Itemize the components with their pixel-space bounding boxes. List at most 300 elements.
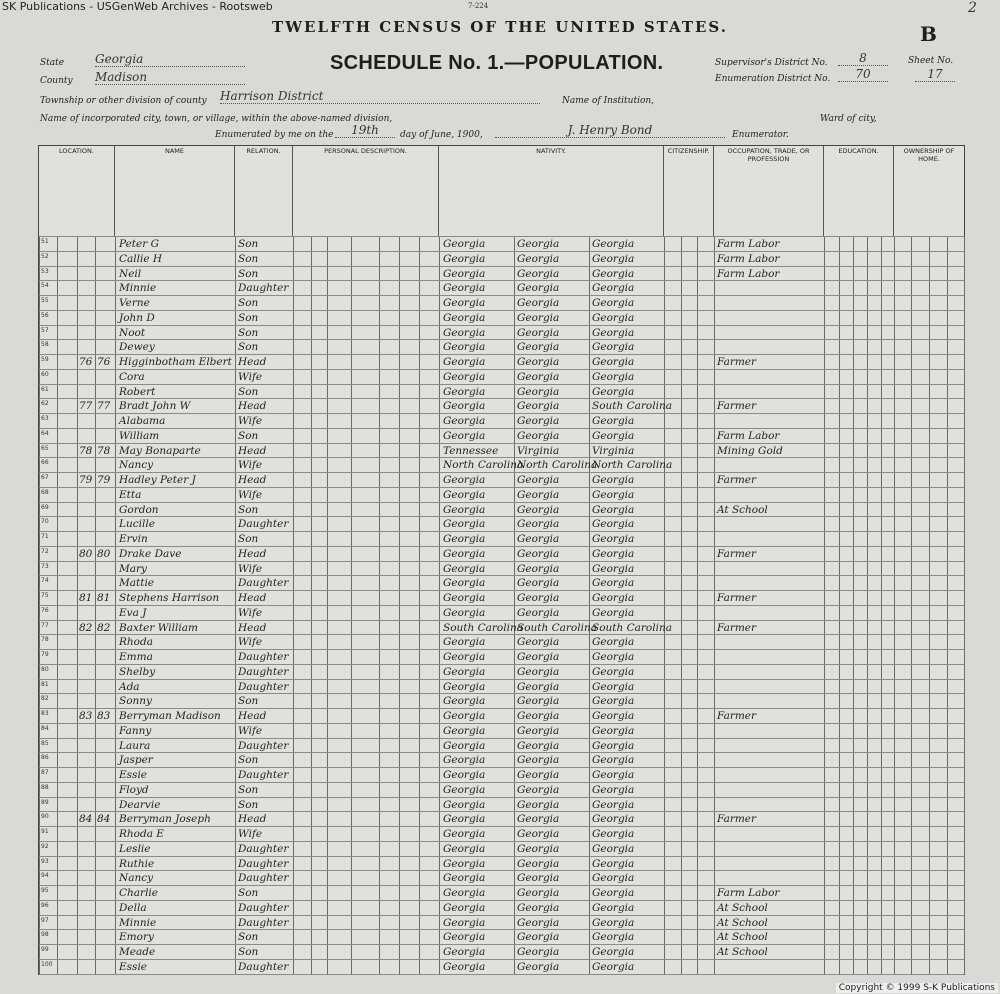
birthplace-father: Georgia (517, 488, 560, 501)
dwelling-number: 79 (79, 474, 93, 486)
township-label: Township or other division of county (40, 96, 207, 106)
person-name: John D (119, 311, 155, 324)
relation: Wife (238, 459, 263, 472)
birthplace-person: Georgia (443, 651, 486, 663)
occupation: Farmer (717, 400, 757, 413)
relation: Daughter (238, 857, 289, 870)
person-name: Dearvie (119, 798, 161, 811)
relation: Wife (238, 724, 263, 737)
relation: Daughter (238, 901, 289, 914)
family-number: 78 (97, 444, 111, 457)
birthplace-mother: Georgia (592, 282, 635, 295)
schedule-title: SCHEDULE No. 1.—POPULATION. (330, 52, 664, 74)
birthplace-mother: Georgia (592, 828, 635, 840)
grid-row-line (39, 826, 964, 827)
row-number: 73 (41, 562, 49, 570)
copyright-notice: Copyright © 1999 S-K Publications (836, 983, 998, 993)
occupation: Farmer (717, 621, 757, 634)
relation: Head (238, 710, 267, 722)
birthplace-person: Georgia (443, 931, 486, 944)
grid-row-line (39, 679, 964, 680)
birthplace-father: Georgia (517, 887, 560, 899)
relation: Wife (238, 828, 263, 840)
person-name: Emma (119, 651, 153, 663)
occupation: Farm Labor (717, 429, 780, 442)
person-name: Della (119, 901, 147, 914)
birthplace-person: Georgia (443, 783, 486, 796)
grid-row-line (39, 413, 964, 414)
relation: Wife (238, 562, 263, 575)
birthplace-mother: Georgia (592, 680, 635, 693)
grid-row-line (39, 339, 964, 340)
birthplace-mother: Georgia (592, 798, 635, 811)
birthplace-person: Georgia (443, 592, 486, 604)
person-name: Rhoda E (119, 828, 164, 840)
birthplace-father: Georgia (517, 503, 560, 516)
relation: Daughter (238, 282, 289, 295)
grid-row-line (39, 502, 964, 503)
occupation: Farmer (717, 356, 757, 368)
grid-row-line (39, 516, 964, 517)
birthplace-father: Georgia (517, 739, 560, 752)
birthplace-father: Georgia (517, 429, 560, 442)
state-label: State (40, 58, 65, 68)
birthplace-mother: Georgia (592, 931, 635, 944)
column-group-personal: PERSONAL DESCRIPTION. (293, 146, 439, 236)
grid-row-line (39, 266, 964, 267)
birthplace-person: Georgia (443, 828, 486, 840)
row-number: 86 (41, 754, 49, 762)
family-number: 84 (97, 813, 111, 826)
family-number: 83 (97, 710, 111, 722)
grid-row-line (39, 959, 964, 960)
row-number: 63 (41, 415, 49, 422)
birthplace-mother: Virginia (592, 444, 635, 457)
relation: Son (238, 503, 259, 516)
birthplace-person: Georgia (443, 238, 486, 250)
county-label: County (40, 76, 73, 86)
family-number: 77 (97, 400, 111, 413)
grid-row-line (39, 885, 964, 886)
dwelling-number: 82 (79, 621, 93, 634)
birthplace-mother: Georgia (592, 238, 635, 250)
birthplace-person: Georgia (443, 252, 486, 265)
grid-row-line (39, 929, 964, 930)
column-group-relation: RELATION. (235, 146, 293, 236)
birthplace-father: Georgia (517, 326, 560, 339)
person-name: Robert (119, 385, 156, 398)
grid-row-line (39, 708, 964, 709)
birthplace-mother: Georgia (592, 518, 635, 531)
row-number: 91 (41, 828, 49, 835)
birthplace-mother: Georgia (592, 842, 635, 855)
corner-page-mark: 2 (968, 0, 977, 16)
birthplace-person: Georgia (443, 577, 486, 590)
grid-row-line (39, 974, 964, 975)
birthplace-father: Georgia (517, 916, 560, 929)
grid-row-line (39, 664, 964, 665)
row-number: 66 (41, 459, 49, 467)
person-name: Callie H (119, 252, 163, 265)
birthplace-father: Georgia (517, 311, 560, 324)
birthplace-father: Georgia (517, 665, 560, 678)
birthplace-person: South Carolina (443, 621, 523, 634)
enumeration-value: 70 (838, 67, 888, 82)
birthplace-father: Georgia (517, 680, 560, 693)
birthplace-father: Georgia (517, 562, 560, 575)
birthplace-person: Georgia (443, 946, 486, 958)
row-number: 80 (41, 665, 49, 673)
relation: Head (238, 592, 267, 604)
relation: Daughter (238, 769, 289, 781)
institution-label: Name of Institution, (562, 96, 655, 106)
column-group-citizenship: CITIZENSHIP. (664, 146, 714, 236)
birthplace-father: Georgia (517, 238, 560, 250)
grid-row-line (39, 620, 964, 621)
row-number: 51 (41, 238, 49, 245)
grid-row-line (39, 841, 964, 842)
birthplace-mother: Georgia (592, 606, 635, 619)
person-name: Shelby (119, 665, 156, 678)
birthplace-person: Georgia (443, 474, 486, 486)
grid-row-line (39, 915, 964, 916)
birthplace-father: Georgia (517, 901, 560, 914)
birthplace-father: Georgia (517, 636, 560, 649)
row-number: 70 (41, 518, 49, 526)
grid-row-line (39, 236, 964, 237)
birthplace-mother: Georgia (592, 385, 635, 398)
row-number: 89 (41, 798, 49, 806)
occupation: Farm Labor (717, 267, 780, 280)
relation: Son (238, 238, 259, 250)
birthplace-mother: Georgia (592, 488, 635, 501)
birthplace-mother: Georgia (592, 872, 635, 885)
birthplace-person: Georgia (443, 857, 486, 870)
row-number: 99 (41, 946, 49, 953)
person-name: Emory (119, 931, 154, 944)
enumerated-label: Enumerated by me on the (215, 130, 334, 140)
relation: Daughter (238, 916, 289, 929)
occupation: At School (717, 916, 768, 929)
relation: Head (238, 813, 267, 826)
family-number: 79 (97, 474, 111, 486)
occupation: Farmer (717, 592, 757, 604)
birthplace-mother: Georgia (592, 297, 635, 309)
row-number: 79 (41, 651, 49, 658)
grid-row-line (39, 900, 964, 901)
birthplace-father: Georgia (517, 946, 560, 958)
incorporated-label: Name of incorporated city, town, or village, within the above-named division, (40, 114, 393, 124)
sheet-letter: B (920, 22, 937, 46)
grid-row-line (39, 634, 964, 635)
grid-row-line (39, 561, 964, 562)
birthplace-person: Georgia (443, 842, 486, 855)
birthplace-mother: South Carolina (592, 400, 672, 413)
grid-row-line (39, 384, 964, 385)
birthplace-father: South Carolina (517, 621, 597, 634)
person-name: Meade (119, 946, 156, 958)
occupation: At School (717, 931, 768, 944)
birthplace-father: Georgia (517, 842, 560, 855)
birthplace-mother: Georgia (592, 710, 635, 722)
birthplace-person: Georgia (443, 488, 486, 501)
occupation: Farm Labor (717, 252, 780, 265)
relation: Daughter (238, 680, 289, 693)
person-name: Stephens Harrison (119, 592, 220, 604)
person-name: Bradt John W (119, 400, 191, 413)
column-group-ownership: OWNERSHIP OF HOME. (903, 147, 955, 163)
person-name: Dewey (119, 341, 155, 354)
birthplace-person: Georgia (443, 606, 486, 619)
birthplace-person: Georgia (443, 887, 486, 899)
birthplace-mother: Georgia (592, 326, 635, 339)
township-value: Harrison District (220, 89, 540, 104)
birthplace-person: Georgia (443, 297, 486, 309)
birthplace-mother: Georgia (592, 356, 635, 368)
grid-row-line (39, 251, 964, 252)
person-name: Berryman Madison (119, 710, 221, 722)
birthplace-person: Georgia (443, 356, 486, 368)
grid-row-line (39, 590, 964, 591)
relation: Wife (238, 636, 263, 649)
birthplace-mother: Georgia (592, 783, 635, 796)
row-number: 71 (41, 533, 49, 540)
row-number: 56 (41, 311, 49, 319)
birthplace-mother: Georgia (592, 533, 635, 545)
relation: Daughter (238, 518, 289, 531)
state-value: Georgia (95, 52, 245, 67)
grid-row-line (39, 295, 964, 296)
relation: Son (238, 946, 259, 958)
grid-row-line (39, 767, 964, 768)
birthplace-father: Georgia (517, 267, 560, 280)
row-number: 76 (41, 606, 49, 614)
occupation: Farmer (717, 474, 757, 486)
birthplace-mother: Georgia (592, 916, 635, 929)
row-number: 85 (41, 739, 49, 747)
birthplace-father: Georgia (517, 783, 560, 796)
column-group-occupation: OCCUPATION, TRADE, OR PROFESSION (714, 146, 824, 236)
enumeration-label: Enumeration District No. (715, 74, 831, 84)
birthplace-father: Georgia (517, 695, 560, 708)
census-title: TWELFTH CENSUS OF THE UNITED STATES. (272, 18, 728, 36)
relation: Head (238, 474, 267, 486)
relation: Wife (238, 415, 263, 427)
birthplace-father: Georgia (517, 474, 560, 486)
grid-row-line (39, 354, 964, 355)
birthplace-person: Georgia (443, 754, 486, 767)
grid-row-line (39, 723, 964, 724)
person-name: Baxter William (119, 621, 198, 634)
grid-row-line (39, 944, 964, 945)
person-name: Minnie (119, 282, 157, 295)
grid-row-line (39, 546, 964, 547)
birthplace-father: Georgia (517, 651, 560, 663)
relation: Son (238, 252, 259, 265)
relation: Son (238, 297, 259, 309)
person-name: Jasper (119, 754, 153, 767)
row-number: 59 (41, 356, 49, 363)
birthplace-mother: Georgia (592, 474, 635, 486)
person-name: Rhoda (119, 636, 153, 649)
birthplace-father: Georgia (517, 341, 560, 354)
family-number: 81 (97, 592, 111, 604)
relation: Head (238, 444, 267, 457)
row-number: 72 (41, 547, 49, 555)
grid-column-line (964, 236, 965, 974)
relation: Head (238, 621, 267, 634)
dwelling-number: 78 (79, 444, 93, 457)
birthplace-person: Georgia (443, 960, 486, 973)
person-name: Verne (119, 297, 150, 309)
birthplace-mother: Georgia (592, 636, 635, 649)
birthplace-mother: North Carolina (592, 459, 673, 472)
birthplace-person: Georgia (443, 415, 486, 427)
column-group-location: LOCATION. (39, 146, 115, 236)
person-name: Leslie (119, 842, 151, 855)
birthplace-person: Georgia (443, 326, 486, 339)
row-number: 77 (41, 621, 49, 629)
birthplace-mother: South Carolina (592, 621, 672, 634)
dwelling-number: 76 (79, 356, 93, 368)
birthplace-father: Georgia (517, 370, 560, 383)
relation: Son (238, 326, 259, 339)
birthplace-mother: Georgia (592, 651, 635, 663)
relation: Head (238, 547, 267, 560)
family-number: 76 (97, 356, 111, 368)
person-name: Drake Dave (119, 547, 182, 560)
birthplace-father: Georgia (517, 724, 560, 737)
birthplace-father: Georgia (517, 769, 560, 781)
relation: Son (238, 695, 259, 708)
grid-row-line (39, 325, 964, 326)
birthplace-person: Georgia (443, 267, 486, 280)
relation: Son (238, 931, 259, 944)
birthplace-mother: Georgia (592, 252, 635, 265)
grid-row-line (39, 693, 964, 694)
person-name: Peter G (119, 238, 159, 250)
birthplace-person: Georgia (443, 636, 486, 649)
row-number: 67 (41, 474, 49, 481)
birthplace-person: Georgia (443, 503, 486, 516)
row-number: 97 (41, 916, 49, 924)
occupation: Farm Labor (717, 887, 780, 899)
person-name: Higginbotham Elbert (119, 356, 232, 368)
occupation: At School (717, 503, 768, 516)
grid-row-line (39, 310, 964, 311)
person-name: Ervin (119, 533, 148, 545)
row-number: 84 (41, 724, 49, 732)
family-number: 80 (97, 547, 111, 560)
birthplace-father: North Carolina (517, 459, 598, 472)
person-name: Charlie (119, 887, 159, 899)
relation: Daughter (238, 665, 289, 678)
row-number: 87 (41, 769, 49, 776)
occupation: Farmer (717, 547, 757, 560)
row-number: 74 (41, 577, 49, 585)
sheet-label: Sheet No. (908, 56, 954, 66)
grid-row-line (39, 797, 964, 798)
relation: Son (238, 887, 259, 899)
occupation: Mining Gold (717, 444, 783, 457)
row-number: 65 (41, 444, 49, 452)
occupation: At School (717, 901, 768, 914)
person-name: May Bonaparte (119, 444, 201, 457)
family-number: 82 (97, 621, 111, 634)
row-number: 58 (41, 341, 49, 349)
birthplace-person: North Carolina (443, 459, 524, 472)
row-number: 100 (41, 960, 53, 968)
row-number: 60 (41, 370, 49, 378)
row-number: 81 (41, 680, 49, 688)
grid-row-line (39, 457, 964, 458)
relation: Son (238, 783, 259, 796)
birthplace-mother: Georgia (592, 739, 635, 752)
row-number: 90 (41, 813, 49, 821)
dwelling-number: 77 (79, 400, 93, 413)
ward-label: Ward of city, (820, 114, 877, 124)
grid-row-line (39, 752, 964, 753)
column-header-band (39, 146, 964, 237)
birthplace-person: Georgia (443, 341, 486, 354)
person-name: Berryman Joseph (119, 813, 211, 826)
relation: Head (238, 356, 267, 368)
person-name: Mattie (119, 577, 155, 590)
person-name: Essie (119, 960, 148, 973)
relation: Daughter (238, 739, 289, 752)
person-name: Laura (119, 739, 151, 752)
birthplace-father: Georgia (517, 592, 560, 604)
row-number: 68 (41, 488, 49, 496)
birthplace-person: Georgia (443, 518, 486, 531)
column-group-nativity: NATIVITY. (439, 146, 664, 236)
grid-row-line (39, 443, 964, 444)
person-name: Eva J (119, 606, 147, 619)
person-name: Essie (119, 769, 148, 781)
person-name: Fanny (119, 724, 152, 737)
population-schedule-grid (38, 145, 965, 975)
occupation: At School (717, 946, 768, 958)
person-name: Gordon (119, 503, 159, 516)
person-name: Sonny (119, 695, 152, 708)
birthplace-person: Georgia (443, 311, 486, 324)
enumerator-value: J. Henry Bond (495, 123, 725, 138)
birthplace-father: Georgia (517, 857, 560, 870)
person-name: Nancy (119, 872, 154, 885)
enumeration-day: 19th (335, 123, 395, 138)
birthplace-father: Georgia (517, 356, 560, 368)
birthplace-father: Georgia (517, 547, 560, 560)
birthplace-person: Georgia (443, 769, 486, 781)
row-number: 93 (41, 857, 49, 865)
row-number: 95 (41, 887, 49, 894)
relation: Son (238, 533, 259, 545)
row-number: 64 (41, 429, 49, 437)
birthplace-mother: Georgia (592, 577, 635, 590)
birthplace-father: Georgia (517, 385, 560, 398)
birthplace-person: Georgia (443, 916, 486, 929)
relation: Daughter (238, 577, 289, 590)
supervisor-label: Supervisor's District No. (715, 58, 828, 68)
birthplace-father: Georgia (517, 960, 560, 973)
person-name: Alabama (119, 415, 166, 427)
row-number: 52 (41, 252, 49, 260)
person-name: Minnie (119, 916, 157, 929)
grid-row-line (39, 811, 964, 812)
site-credit: SK Publications - USGenWeb Archives - Rootsweb (2, 0, 273, 13)
birthplace-father: Georgia (517, 297, 560, 309)
occupation: Farm Labor (717, 238, 780, 250)
